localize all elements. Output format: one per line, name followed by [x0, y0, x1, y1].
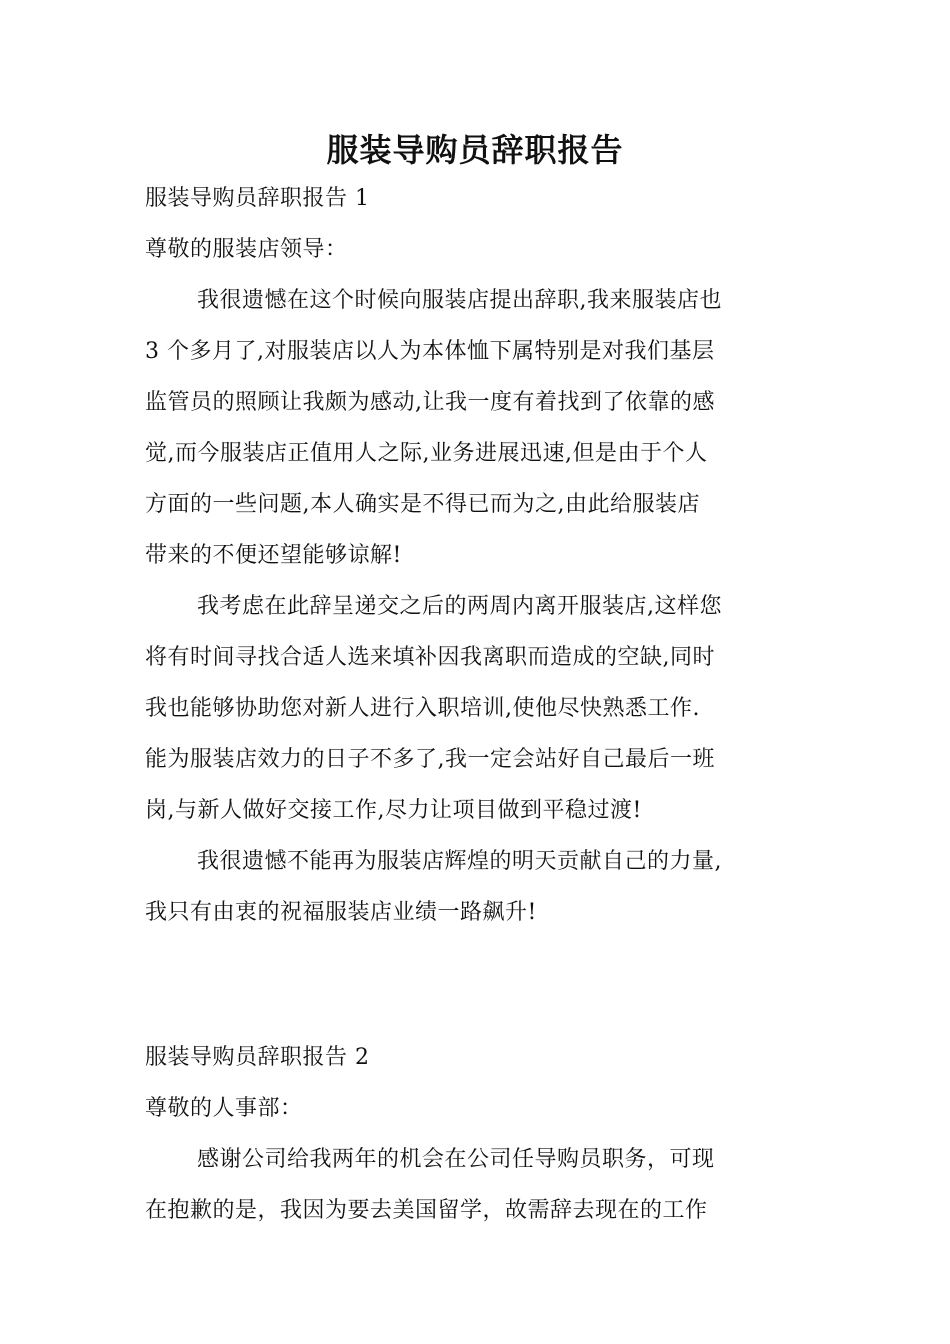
paragraph-line: 将有时间寻找合适人选来填补因我离职而造成的空缺,同时	[145, 645, 715, 670]
section-2-heading: 服装导购员辞职报告 2	[145, 1045, 370, 1070]
paragraph-line: 我很遗憾在这个时候向服装店提出辞职,我来服装店也	[197, 288, 722, 313]
paragraph-line: 我也能够协助您对新人进行入职培训,使他尽快熟悉工作.	[145, 696, 700, 721]
section-1-heading: 服装导购员辞职报告 1	[145, 186, 370, 211]
paragraph-line: 3 个多月了,对服装店以人为本体恤下属特别是对我们基层	[145, 339, 715, 364]
document-title: 服装导购员辞职报告	[326, 131, 624, 169]
paragraph-line: 能为服装店效力的日子不多了,我一定会站好自己最后一班	[145, 747, 715, 772]
paragraph-line: 我考虑在此辞呈递交之后的两周内离开服装店,这样您	[197, 594, 722, 619]
paragraph-line: 我只有由衷的祝福服装店业绩一路飙升!	[145, 900, 537, 925]
paragraph-line: 在抱歉的是，我因为要去美国留学，故需辞去现在的工作	[145, 1198, 708, 1223]
section-1-salutation: 尊敬的服装店领导：	[145, 237, 348, 262]
paragraph-line: 岗,与新人做好交接工作,尽力让项目做到平稳过渡!	[145, 798, 642, 823]
paragraph-line: 我很遗憾不能再为服装店辉煌的明天贡献自己的力量,	[197, 849, 722, 874]
paragraph-line: 方面的一些问题,本人确实是不得已而为之,由此给服装店	[145, 492, 700, 517]
paragraph-line: 带来的不便还望能够谅解!	[145, 543, 402, 568]
section-2-salutation: 尊敬的人事部：	[145, 1096, 303, 1121]
paragraph-line: 监管员的照顾让我颇为感动,让我一度有着找到了依靠的感	[145, 390, 715, 415]
paragraph-line: 感谢公司给我两年的机会在公司任导购员职务，可现	[197, 1147, 715, 1172]
paragraph-line: 觉,而今服装店正值用人之际,业务进展迅速,但是由于个人	[145, 441, 708, 466]
